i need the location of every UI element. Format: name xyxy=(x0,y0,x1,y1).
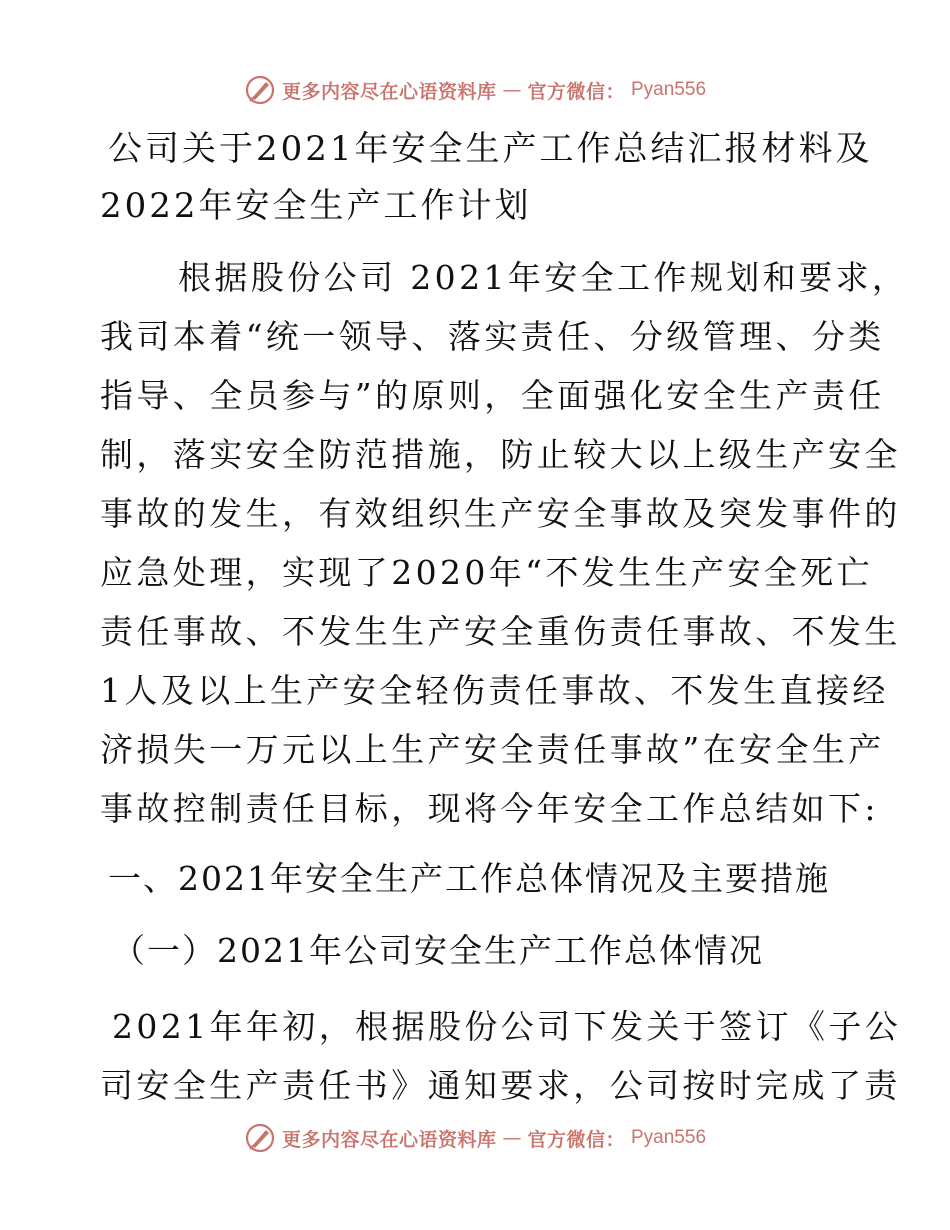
quill-pen-logo xyxy=(244,1122,276,1154)
section-heading: 一、2021年安全生产工作总体情况及主要措施 xyxy=(108,859,830,898)
paragraph-line: 责任事故、不发生生产安全重伤责任事故、不发生 xyxy=(100,612,901,651)
watermark-separator: — xyxy=(502,79,522,101)
header-watermark xyxy=(0,70,950,110)
paragraph-line: 根据股份公司 2021年安全工作规划和要求， xyxy=(178,258,909,297)
paragraph-line: 司安全生产责任书》通知要求，公司按时完成了责 xyxy=(100,1066,901,1105)
paragraph-line: 我司本着“统一领导、落实责任、分级管理、分类 xyxy=(100,317,885,356)
paragraph-line: 制，落实安全防范措施，防止较大以上级生产安全 xyxy=(100,435,901,474)
watermark-wechat-id: Pyan556 xyxy=(631,1127,707,1148)
watermark-text: 更多内容尽在心语资料库 xyxy=(281,80,497,103)
doc-title-line-2: 2022年安全生产工作计划 xyxy=(100,186,532,226)
paragraph-line: 2021年年初，根据股份公司下发关于签订《子公 xyxy=(112,1007,902,1046)
paragraph-line: 事故控制责任目标，现将今年安全工作总结如下: xyxy=(100,789,879,828)
watermark-wechat-label: 官方微信： xyxy=(527,1128,625,1151)
watermark-wechat-id: Pyan556 xyxy=(631,79,707,100)
paragraph-line: 指导、全员参与”的原则，全面强化安全生产责任 xyxy=(100,376,885,415)
footer-watermark xyxy=(0,1118,950,1158)
paragraph-line: 济损失一万元以上生产安全责任事故”在安全生产 xyxy=(100,730,885,769)
paragraph-line: 1人及以上生产安全轻伤责任事故、不发生直接经 xyxy=(100,671,889,710)
paragraph-line: 事故的发生，有效组织生产安全事故及突发事件的 xyxy=(100,494,901,533)
watermark-text: 更多内容尽在心语资料库 xyxy=(281,1128,497,1151)
section-subheading: （一）2021年公司安全生产工作总体情况 xyxy=(112,931,764,970)
doc-title-line-1: 公司关于2021年安全生产工作总结汇报材料及 xyxy=(108,129,873,169)
quill-pen-logo xyxy=(244,74,276,106)
watermark-wechat-label: 官方微信： xyxy=(527,80,625,103)
watermark-separator: — xyxy=(502,1127,522,1149)
paragraph-line: 应急处理，实现了2020年“不发生生产安全死亡 xyxy=(100,553,874,592)
